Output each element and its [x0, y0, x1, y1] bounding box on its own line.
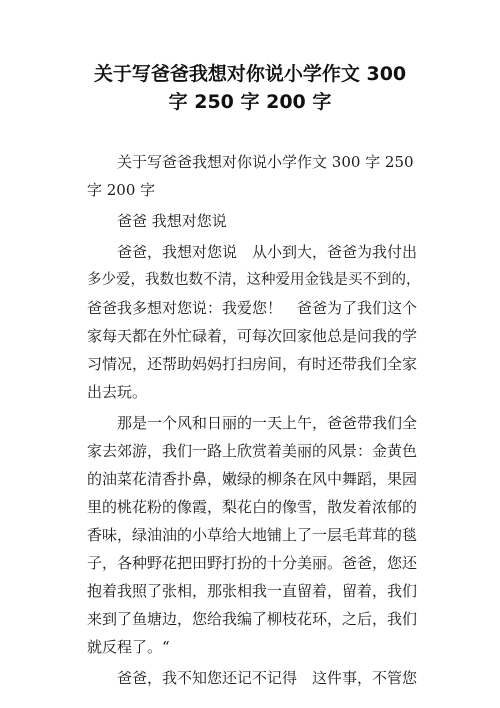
text-line: 的油菜花清香扑鼻，嫩绿的柳条在风中舞蹈，果园 [87, 470, 418, 488]
text-line: 香味，绿油油的小草给大地铺上了一层毛茸茸的毯 [87, 526, 418, 544]
title-line: 关于写爸爸我想对你说小学作文 300 [93, 63, 407, 85]
paragraph [87, 409, 430, 661]
text-line: 爸爸我多想对您说：我爱您！ 爸爸为了我们这个 [87, 299, 418, 317]
text-line: 出去玩。 [87, 383, 148, 401]
paragraph [87, 664, 430, 692]
text-line: 爸爸，我想对您说 从小到大，爸爸为我付出 [87, 243, 418, 261]
text-line: 关于写爸爸我想对你说小学作文 300 字 250 [87, 153, 414, 171]
document-title [60, 60, 440, 116]
text-line: 里的桃花粉的像霞，梨花白的像雪，散发着浓郁的 [87, 498, 418, 516]
text-line: 抱着我照了张相，那张相我一直留着，留着，我们 [87, 582, 418, 600]
document-body [87, 148, 430, 692]
text-line: 家每天都在外忙碌着，可每次回家他总是问我的学 [87, 327, 418, 345]
text-line: 多少爱，我数也数不清，这种爱用金钱是买不到的， [87, 272, 421, 288]
title-line: 字 250 字 200 字 [168, 91, 332, 113]
paragraph [87, 207, 430, 235]
text-line: 字 200 字 [87, 181, 156, 199]
text-line: 子，各种野花把田野打扮的十分美丽。爸爸，您还 [87, 554, 418, 572]
text-line: 爸爸，我不知您还记不记得 这件事，不管您 [87, 669, 418, 687]
paragraph [87, 238, 430, 406]
text-line: 就反程了。“ [87, 638, 170, 656]
text-line: 来到了鱼塘边，您给我编了柳枝花环，之后，我们 [87, 610, 418, 628]
text-line: 家去郊游，我们一路上欣赏着美丽的风景：金黄色 [87, 442, 418, 460]
paragraph [87, 148, 430, 204]
text-line: 习情况，还帮助妈妈打扫房间，有时还带我们全家 [87, 355, 418, 373]
text-line: 那是一个风和日丽的一天上午，爸爸带我们全 [87, 414, 418, 432]
text-line: 爸爸 我想对您说 [87, 212, 227, 230]
